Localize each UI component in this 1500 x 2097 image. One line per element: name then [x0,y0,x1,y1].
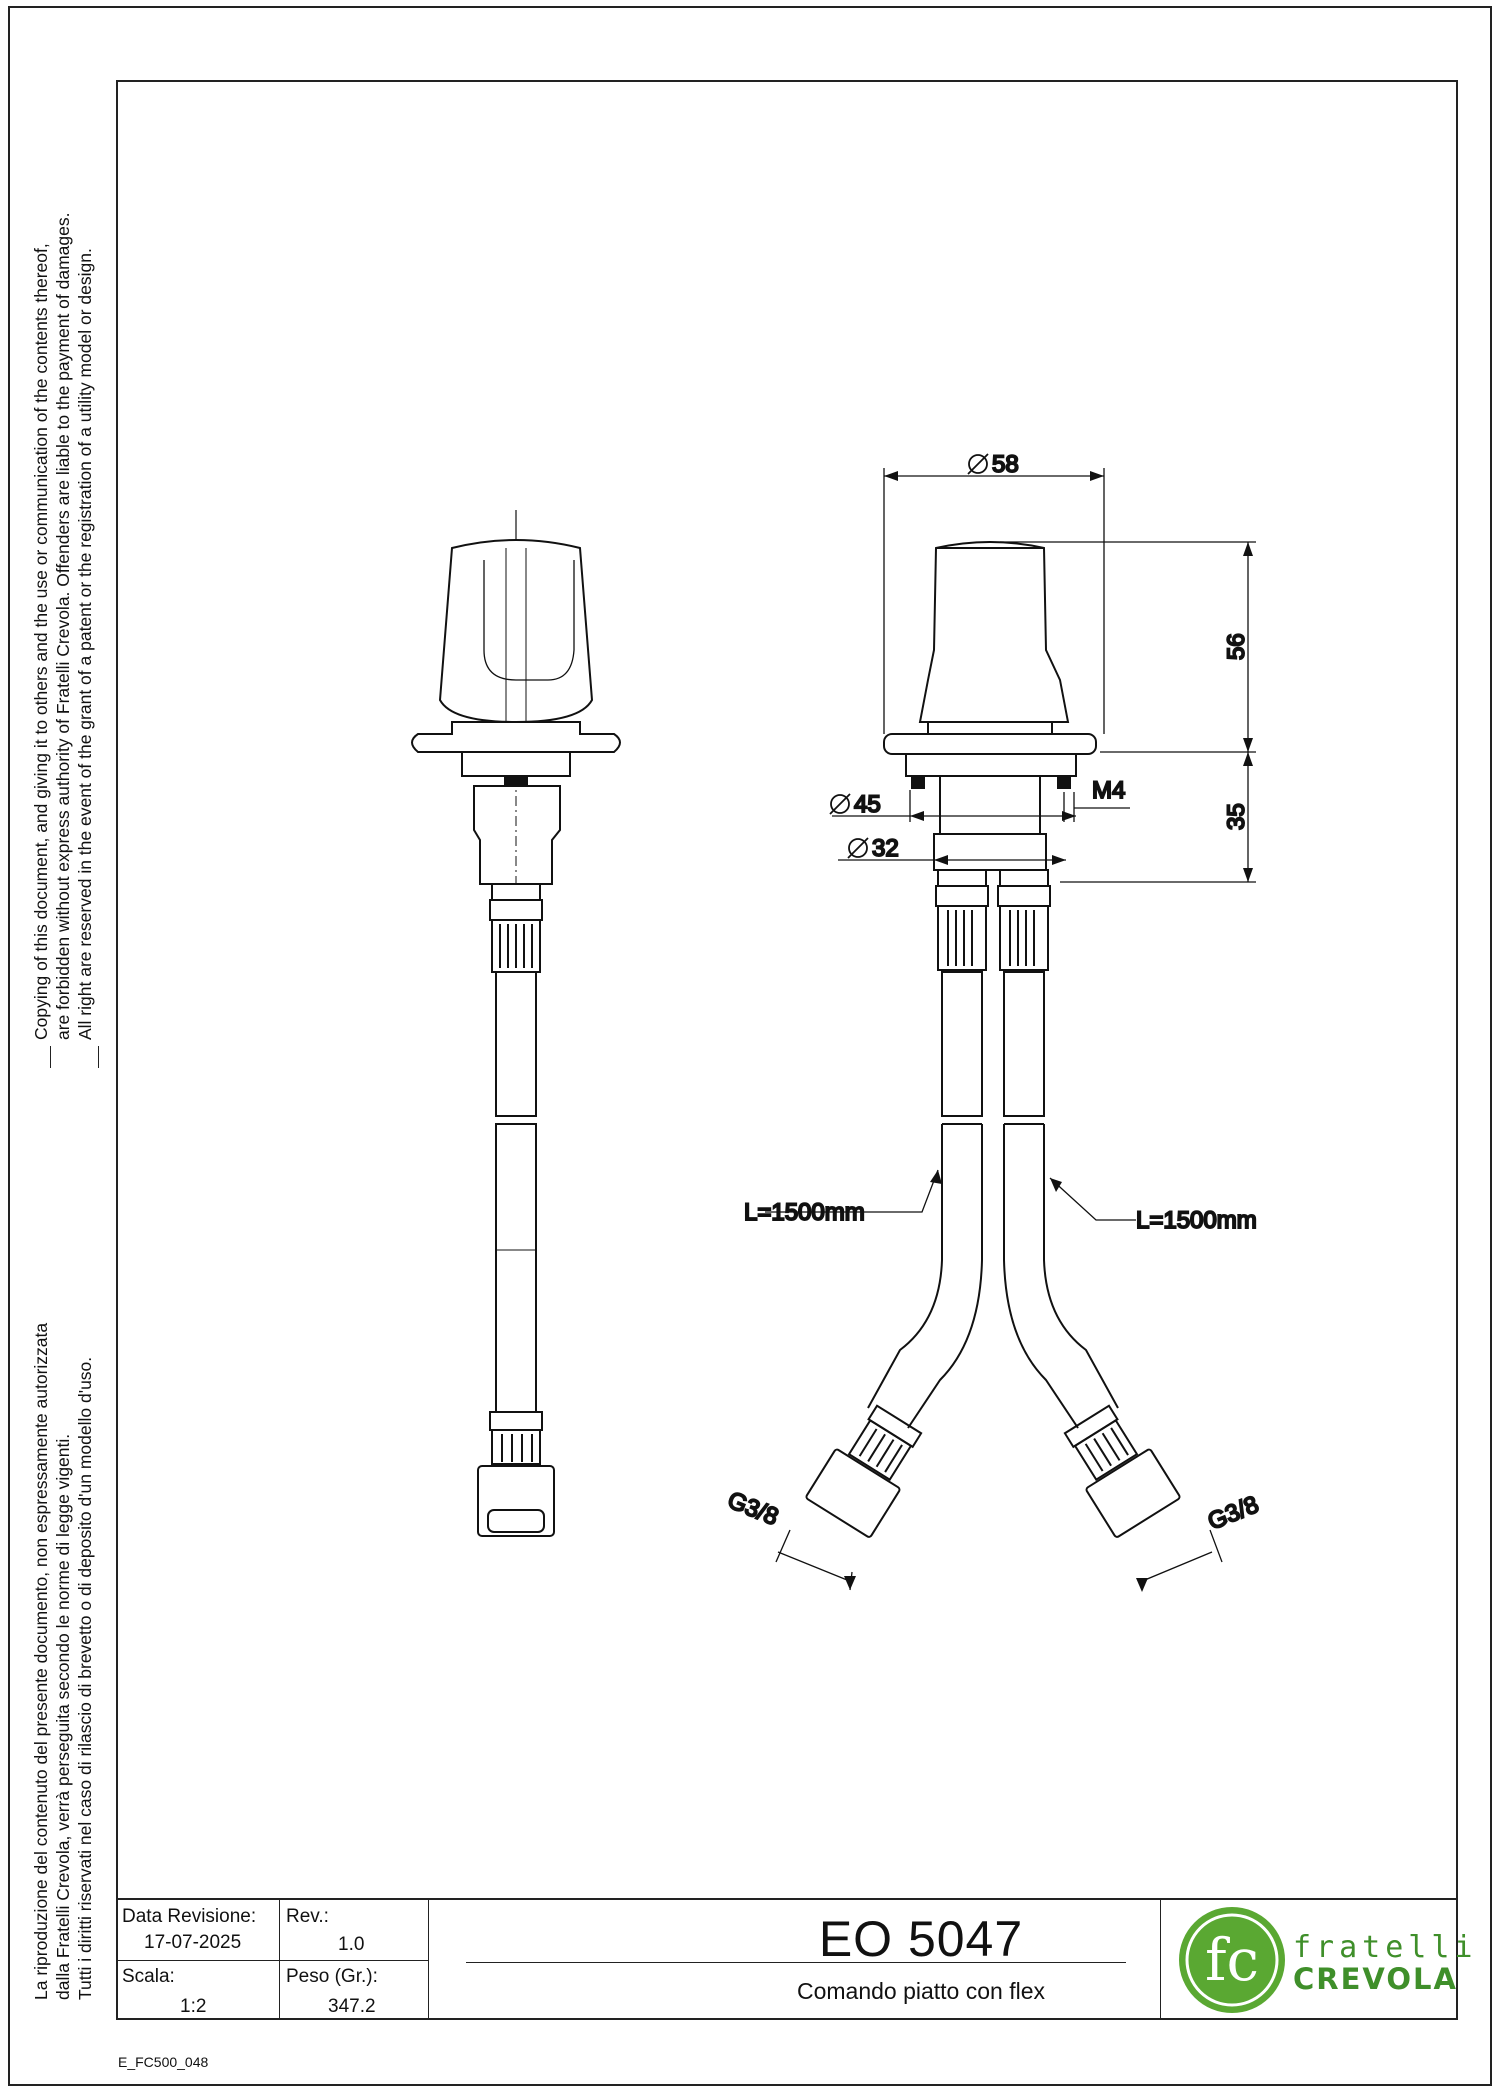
dim-diameter-58: 58 [992,451,1019,478]
brand-logo-letters: fc [1205,1926,1259,1994]
dim-thread-g38-left: G3/8 [723,1486,783,1532]
side-view [412,510,620,1536]
scale-value: 1:2 [180,1996,207,2017]
revision-value: 1.0 [338,1934,365,1955]
brand-logo-icon [1176,1904,1288,2016]
divider [116,1960,428,1961]
dim-thread-g38-right: G3/8 [1204,1491,1263,1536]
revision-date-label: Data Revisione: [122,1906,257,1927]
product-description: Comando piatto con flex [796,1978,1046,2004]
disclaimer-english: Copying of this document, and giving it to others and the use or communication of the contents thereof, are forbidden without express authority of Fratelli Crevola. Offenders are liable to the payment of damages. All right are reserved in the event of the grant of a patent or the registration of a utility model or design. [31,212,95,1040]
front-view [765,454,1256,1592]
brand-name-line2: CREVOLA [1293,1962,1458,1996]
dim-hose-length-left: L=1500mm [744,1199,865,1226]
dim-hose-length-right: L=1500mm [1136,1207,1257,1234]
disclaimer-italian: La riproduzione del contenuto del presente documento, non espressamente autorizzata dalla Fratelli Crevola, verrà perseguita secondo le norme di legge vigenti. Tutti i diritti riservati nel caso di rilascio di brevetto o di deposito d'un modello d'uso. [31,1322,95,2000]
dim-diameter-32: 32 [872,835,899,862]
scale-label: Scala: [122,1966,175,1987]
dim-thread-m4: M4 [1092,777,1126,804]
dim-diameter-45: 45 [854,791,881,818]
weight-value: 347.2 [328,1996,376,2017]
weight-label: Peso (Gr.): [286,1966,378,1987]
product-code: EO 5047 [818,1911,1024,1967]
revision-date-value: 17-07-2025 [144,1932,242,1953]
revision-label: Rev.: [286,1906,329,1927]
dim-height-35: 35 [1223,803,1250,830]
file-identifier: E_FC500_048 [118,2054,209,2070]
brand-name-line1: fratelli [1293,1930,1478,1965]
divider [1160,1900,1161,2020]
divider [428,1900,429,2020]
dim-height-56: 56 [1223,633,1250,660]
